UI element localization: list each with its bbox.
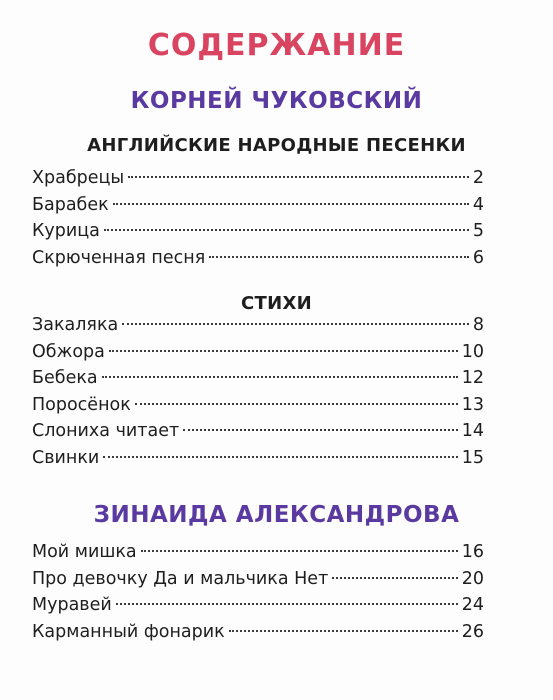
toc-entry-page: 4 [472, 194, 484, 215]
toc-entry[interactable] [32, 248, 484, 275]
dot-leader [209, 256, 469, 258]
toc-list-aleksandrova [32, 542, 484, 648]
toc-entry-title: Храбрецы [32, 168, 125, 188]
toc-entry-page: 16 [461, 542, 484, 562]
toc-entry-page: 24 [461, 595, 484, 616]
toc-entry-page: 5 [472, 221, 484, 242]
page-title: СОДЕРЖАНИЕ [147, 28, 406, 63]
toc-entry[interactable] [32, 595, 484, 622]
toc-entry-title: Барабек [32, 194, 109, 215]
toc-entry-page: 15 [461, 447, 484, 468]
toc-entry-title: Муравей [32, 595, 112, 616]
toc-entry[interactable] [32, 342, 484, 369]
toc-entry-title: Бебека [32, 368, 98, 389]
author-heading-aleksandrova: ЗИНАИДА АЛЕКСАНДРОВА [93, 502, 460, 528]
dot-leader [109, 350, 458, 352]
dot-leader [183, 429, 458, 431]
toc-entry[interactable] [32, 448, 484, 475]
toc-list-poems [32, 315, 484, 475]
dot-leader [102, 376, 458, 378]
toc-entry-title: Свинки [32, 447, 100, 468]
dot-leader [229, 630, 458, 632]
toc-entry-page: 10 [461, 341, 484, 362]
dot-leader [116, 603, 458, 605]
toc-entry-page: 26 [461, 621, 484, 642]
toc-entry-page: 14 [461, 421, 484, 442]
dot-leader [332, 577, 457, 579]
toc-entry[interactable] [32, 195, 484, 222]
section-heading-english-songs: АНГЛИЙСКИЕ НАРОДНЫЕ ПЕСЕНКИ [87, 135, 466, 156]
toc-entry-title: Слониха читает [32, 421, 180, 442]
toc-entry[interactable] [32, 315, 484, 342]
toc-entry-page: 12 [461, 368, 484, 389]
dot-leader [135, 403, 458, 405]
toc-entry-page: 13 [461, 394, 484, 415]
toc-entry-page: 2 [472, 168, 484, 188]
toc-entry[interactable] [32, 421, 484, 448]
toc-entry-title: Закаляка [32, 315, 119, 335]
toc-entry[interactable] [32, 221, 484, 248]
toc-entry-title: Про девочку Да и мальчика Нет [32, 568, 329, 589]
toc-entry[interactable] [32, 622, 484, 649]
dot-leader [103, 456, 457, 458]
toc-entry[interactable] [32, 368, 484, 395]
toc-entry-page: 8 [472, 315, 484, 335]
dot-leader [113, 203, 469, 205]
toc-entry[interactable] [32, 395, 484, 422]
toc-entry-page: 6 [472, 247, 484, 268]
dot-leader [128, 176, 469, 178]
toc-entry-page: 20 [461, 568, 484, 589]
author-heading-chukovsky: КОРНЕЙ ЧУКОВСКИЙ [130, 88, 423, 114]
toc-entry-title: Поросёнок [32, 394, 131, 415]
toc-entry[interactable] [32, 168, 484, 195]
dot-leader [122, 323, 469, 325]
toc-entry[interactable] [32, 569, 484, 596]
toc-entry-title: Скрюченная песня [32, 247, 206, 268]
dot-leader [104, 229, 469, 231]
toc-entry[interactable] [32, 542, 484, 569]
toc-entry-title: Карманный фонарик [32, 621, 225, 642]
toc-entry-title: Курица [32, 221, 100, 242]
toc-entry-title: Обжора [32, 341, 105, 362]
section-heading-poems: СТИХИ [241, 293, 312, 314]
toc-entry-title: Мой мишка [32, 542, 137, 562]
toc-list-english-songs [32, 168, 484, 274]
dot-leader [141, 550, 458, 552]
